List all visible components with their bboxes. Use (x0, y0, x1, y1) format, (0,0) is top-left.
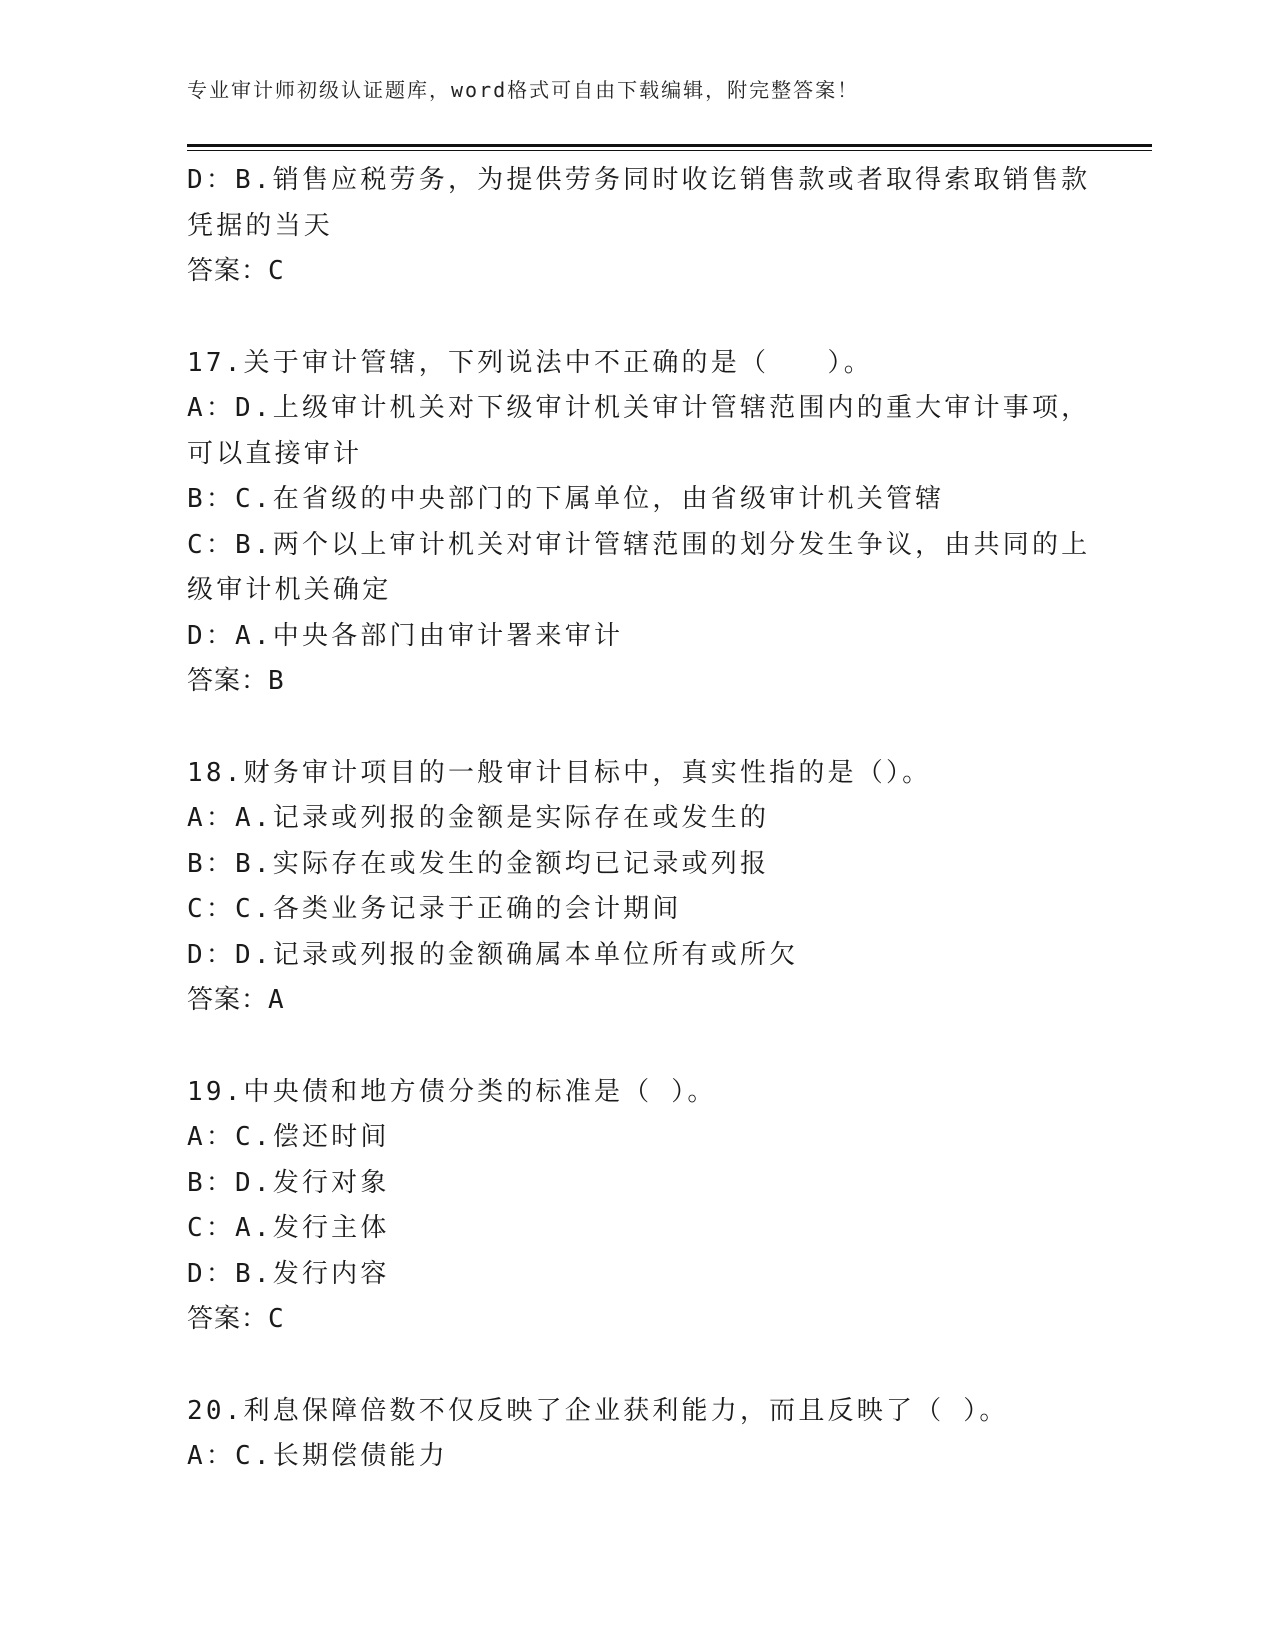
question-stem: 20.利息保障倍数不仅反映了企业获利能力，而且反映了（ ）。 (187, 1395, 1009, 1426)
option-a-line1: A：D.上级审计机关对下级审计机关审计管辖范围内的重大审计事项， (187, 393, 1091, 423)
answer-value: A (268, 985, 285, 1015)
answer (187, 978, 1087, 1024)
answer-label: 答案： (187, 1304, 269, 1334)
option-c: C：C.各类业务记录于正确的会计期间 (187, 894, 682, 924)
option-c-line2: 级审计机关确定 (187, 575, 392, 605)
answer (187, 249, 1087, 295)
answer-label: 答案： (187, 256, 269, 286)
option-c: C：A.发行主体 (187, 1213, 390, 1243)
question-18 (187, 751, 1087, 1024)
option-d-line2: 凭据的当天 (187, 210, 334, 241)
answer-value: C (268, 1304, 285, 1334)
header-rule-thin (187, 150, 1152, 151)
answer-label: 答案： (187, 985, 269, 1015)
answer (187, 659, 1087, 705)
answer-label: 答案： (187, 666, 269, 696)
page-header: 专业审计师初级认证题库，word格式可自由下载编辑，附完整答案！ (187, 78, 860, 102)
option-b: B：C.在省级的中央部门的下属单位，由省级审计机关管辖 (187, 484, 945, 514)
option-a-line2: 可以直接审计 (187, 438, 363, 469)
question-16-continuation (187, 158, 1091, 295)
question-20 (187, 1389, 1087, 1480)
option-b: B：B.实际存在或发生的金额均已记录或列报 (187, 848, 770, 879)
answer (187, 1297, 1087, 1343)
answer-value: B (268, 666, 285, 696)
question-19 (187, 1070, 1087, 1343)
option-a: A：A.记录或列报的金额是实际存在或发生的 (187, 803, 770, 833)
option-d-line1: D：B.销售应税劳务，为提供劳务同时收讫销售款或者取得索取销售款 (187, 165, 1091, 195)
answer-value: C (268, 256, 285, 286)
question-stem: 17.关于审计管辖，下列说法中不正确的是（ ）。 (187, 347, 873, 378)
option-d: D：A.中央各部门由审计署来审计 (187, 620, 624, 651)
header-rule-thick (187, 144, 1152, 147)
question-17 (187, 341, 1091, 705)
option-d: D：B.发行内容 (187, 1258, 390, 1289)
option-c-line1: C：B.两个以上审计机关对审计管辖范围的划分发生争议，由共同的上 (187, 529, 1091, 560)
option-a: A：C.偿还时间 (187, 1122, 390, 1152)
option-b: B：D.发行对象 (187, 1167, 390, 1198)
option-d: D：D.记录或列报的金额确属本单位所有或所欠 (187, 939, 799, 970)
option-a: A：C.长期偿债能力 (187, 1441, 448, 1471)
question-stem: 19.中央债和地方债分类的标准是（ ）。 (187, 1076, 717, 1107)
question-stem: 18.财务审计项目的一般审计目标中，真实性指的是（）。 (187, 757, 932, 788)
document-body (187, 158, 1091, 1480)
